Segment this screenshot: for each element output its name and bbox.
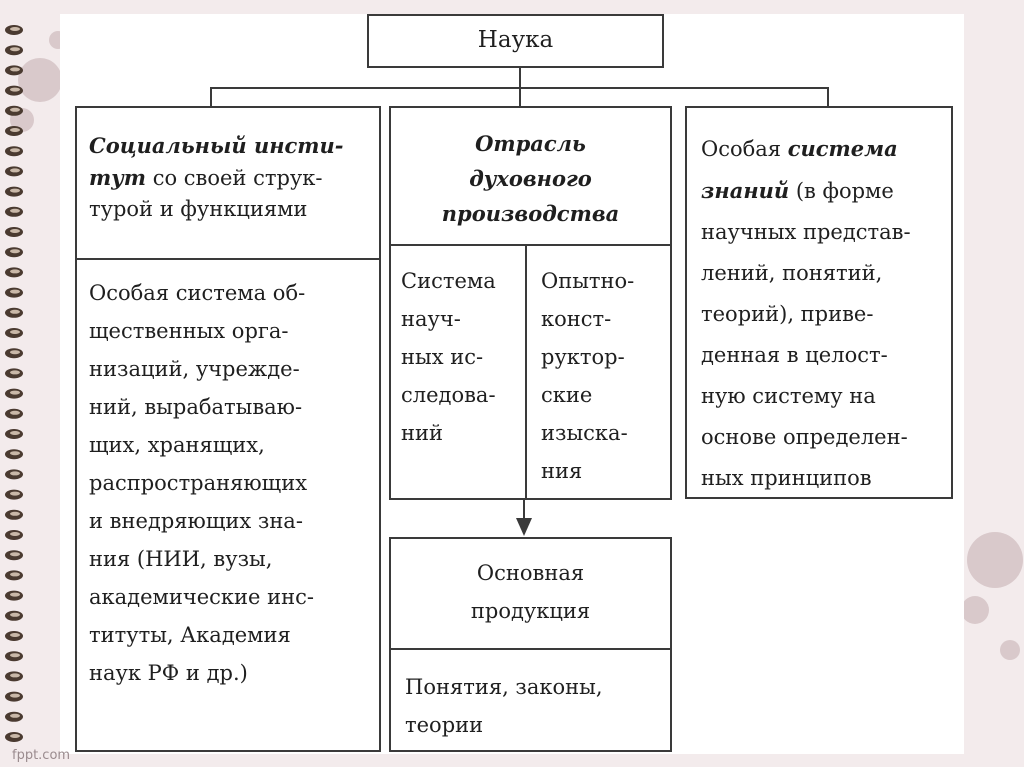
paint-splash-bottom-right: [961, 532, 1023, 660]
binding-ring-highlight: [10, 209, 20, 213]
binding-ring-highlight: [10, 128, 20, 132]
left-body-line: наук РФ и др.): [89, 661, 248, 685]
knowledge-system-line: [701, 170, 951, 212]
left-title-line: [89, 130, 379, 162]
left-body-line: ний, вырабатываю-: [89, 395, 303, 419]
left-body-line: титуты, Академия: [89, 623, 291, 647]
left-body-line: Особая система об-: [89, 281, 306, 305]
design-surveys-line: конст-: [541, 307, 612, 331]
binding-ring-highlight: [10, 411, 20, 415]
left-title-text: [89, 130, 379, 225]
design-surveys-line: ния: [541, 459, 583, 483]
binding-ring-highlight: [10, 370, 20, 374]
knowledge-system-line: [701, 128, 951, 170]
binding-ring-highlight: [10, 47, 20, 51]
left-body-text: [89, 274, 379, 692]
design-surveys-line: ские: [541, 383, 593, 407]
binding-ring-highlight: [10, 350, 20, 354]
binding-ring-highlight: [10, 613, 20, 617]
research-systems-text: [401, 262, 525, 452]
binding-ring-highlight: [10, 673, 20, 677]
binding-ring-highlight: [10, 189, 20, 193]
left-title-box: [75, 106, 381, 260]
plain-text: научных представ-: [701, 220, 911, 244]
emphasis-text: тут: [89, 165, 147, 190]
left-title-line: [89, 194, 379, 225]
binding-ring-highlight: [10, 310, 20, 314]
design-surveys-text: [541, 262, 671, 490]
plain-text: основе определен-: [701, 425, 908, 449]
design-surveys-line: Опытно-: [541, 269, 635, 293]
left-title-line: [89, 162, 379, 194]
binding-ring-highlight: [10, 492, 20, 496]
main-product-body-text: [405, 668, 670, 744]
plain-text: со своей струк-: [146, 166, 323, 190]
binding-ring-highlight: [10, 471, 20, 475]
design-surveys-line: изыска-: [541, 421, 628, 445]
emphasis-text: знаний: [701, 178, 790, 203]
main-product-title-box: [389, 537, 672, 650]
left-body-box: [75, 258, 381, 752]
knowledge-system-line: [701, 335, 951, 376]
binding-ring-highlight: [10, 391, 20, 395]
binding-ring-highlight: [10, 552, 20, 556]
plain-text: (в форме: [789, 179, 894, 203]
root-label: Наука: [477, 27, 554, 53]
knowledge-system-line: [701, 294, 951, 335]
binding-ring-highlight: [10, 653, 20, 657]
research-systems-line: ных ис-: [401, 345, 484, 369]
left-branch-line: [210, 87, 212, 108]
middle-title-text: [391, 126, 670, 231]
plain-text: турой и функциями: [89, 197, 308, 221]
binding-ring-highlight: [10, 290, 20, 294]
binding-ring-highlight: [10, 249, 20, 253]
middle-title-line: духовного: [469, 166, 592, 191]
left-body-line: и внедряющих зна-: [89, 509, 303, 533]
binding-ring-highlight: [10, 734, 20, 738]
main-product-body-box: [389, 648, 672, 752]
binding-ring-highlight: [10, 512, 20, 516]
plain-text: ную систему на: [701, 384, 876, 408]
binding-ring-highlight: [10, 451, 20, 455]
knowledge-system-line: [701, 376, 951, 417]
research-systems-line: следова-: [401, 383, 496, 407]
binding-ring-highlight: [10, 572, 20, 576]
research-systems-box: [389, 244, 527, 500]
binding-ring-highlight: [10, 88, 20, 92]
emphasis-text: система: [787, 136, 898, 161]
main-product-body-line: теории: [405, 713, 484, 737]
plain-text: денная в целост-: [701, 343, 888, 367]
binding-ring-highlight: [10, 330, 20, 334]
binding-ring-highlight: [10, 229, 20, 233]
spiral-binding: [5, 25, 23, 742]
plain-text: Особая: [701, 137, 788, 161]
knowledge-system-box: [685, 106, 953, 499]
right-branch-line: [827, 87, 829, 108]
emphasis-text: Социальный инсти-: [89, 133, 344, 158]
left-body-line: щественных орга-: [89, 319, 289, 343]
research-systems-line: ний: [401, 421, 443, 445]
binding-ring-highlight: [10, 269, 20, 273]
knowledge-system-line: [701, 458, 951, 499]
middle-title-box: [389, 106, 672, 246]
left-body-line: академические инс-: [89, 585, 315, 609]
knowledge-system-text: [701, 128, 951, 499]
plain-text: лений, понятий,: [701, 261, 883, 285]
middle-branch-line: [519, 87, 521, 108]
binding-ring-highlight: [10, 633, 20, 637]
middle-title-line: Отрасль: [475, 131, 586, 156]
main-product-title-line: продукция: [470, 599, 591, 623]
middle-title-line: производства: [441, 201, 620, 226]
knowledge-system-line: [701, 212, 951, 253]
binding-ring-highlight: [10, 67, 20, 71]
main-product-title-line: Основная: [476, 561, 585, 585]
binding-ring-highlight: [10, 108, 20, 112]
left-body-line: распространяющих: [89, 471, 308, 495]
plain-text: ных принципов: [701, 466, 872, 490]
footer-watermark: fppt.com: [12, 748, 71, 763]
arrow-down-icon: [514, 518, 534, 538]
binding-ring-highlight: [10, 431, 20, 435]
design-surveys-box: [525, 244, 672, 500]
left-body-line: щих, хранящих,: [89, 433, 265, 457]
binding-ring-highlight: [10, 714, 20, 718]
research-systems-line: науч-: [401, 307, 461, 331]
root-connector-line: [519, 66, 521, 88]
plain-text: теорий), приве-: [701, 302, 874, 326]
binding-ring-highlight: [10, 148, 20, 152]
knowledge-system-line: [701, 417, 951, 458]
design-surveys-line: руктор-: [541, 345, 625, 369]
binding-ring-highlight: [10, 593, 20, 597]
main-product-body-line: Понятия, законы,: [405, 675, 603, 699]
root-box: [367, 14, 664, 68]
binding-ring-highlight: [10, 27, 20, 31]
binding-ring-highlight: [10, 168, 20, 172]
research-systems-line: Система: [401, 269, 496, 293]
binding-ring-highlight: [10, 694, 20, 698]
left-body-line: ния (НИИ, вузы,: [89, 547, 273, 571]
main-product-title-text: [391, 554, 670, 630]
knowledge-system-line: [701, 253, 951, 294]
binding-ring-highlight: [10, 532, 20, 536]
left-body-line: низаций, учрежде-: [89, 357, 300, 381]
